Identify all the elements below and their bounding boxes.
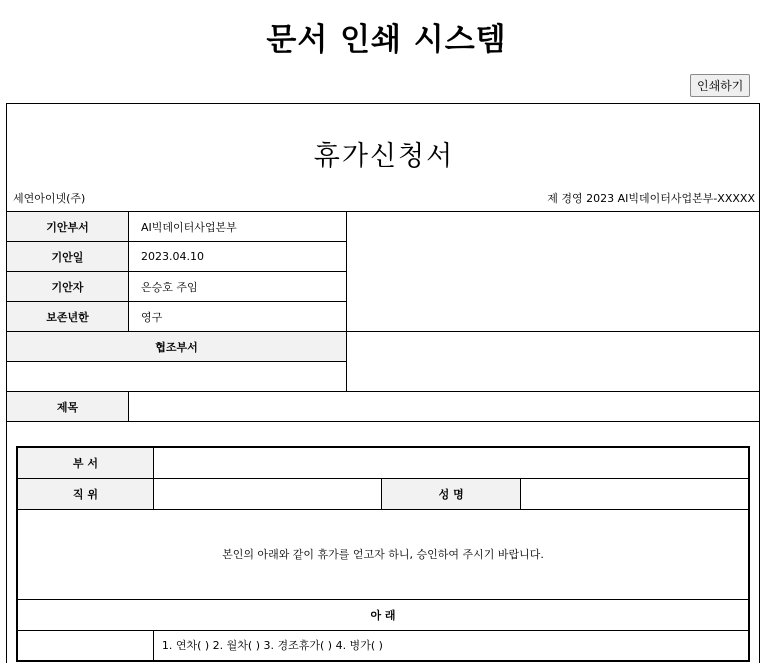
drafting-department-value: AI빅데이터사업본부 <box>129 212 347 242</box>
cooperation-department-label: 협조부서 <box>7 332 347 362</box>
below-heading: 아 래 <box>17 599 749 630</box>
drafter-value: 은승호 주임 <box>129 272 347 302</box>
drafter-label: 기안자 <box>7 272 129 302</box>
department-value <box>153 447 749 478</box>
vacation-form-table <box>16 446 750 662</box>
name-label: 성 명 <box>382 478 520 509</box>
drafting-department-label: 기안부서 <box>7 212 129 242</box>
approval-info-table <box>6 211 760 422</box>
document-number: 제 경영 2023 AI빅데이터사업본부-XXXXX <box>547 192 755 205</box>
page-title: 문서 인쇄 시스템 <box>266 22 507 58</box>
print-button[interactable]: 인쇄하기 <box>690 74 750 97</box>
drafting-date-value: 2023.04.10 <box>129 242 347 272</box>
cooperation-sign-area <box>347 332 761 392</box>
document-title: 휴가신청서 <box>313 141 455 172</box>
name-value <box>520 478 749 509</box>
cooperation-department-value <box>7 362 347 392</box>
retention-period-label: 보존년한 <box>7 302 129 332</box>
approval-stamp-area <box>347 212 761 332</box>
document-sheet <box>6 103 760 663</box>
subject-label: 제목 <box>7 392 129 422</box>
drafting-date-label: 기안일 <box>7 242 129 272</box>
request-statement: 본인의 아래와 같이 휴가를 얻고자 하니, 승인하여 주시기 바랍니다. <box>17 509 749 599</box>
position-label: 직 위 <box>17 478 153 509</box>
vacation-type-label <box>17 630 153 661</box>
company-name: 세연아이넷(주) <box>13 192 86 205</box>
vacation-type-options: 1. 연차( ) 2. 월차( ) 3. 경조휴가( ) 4. 병가( ) <box>153 630 749 661</box>
position-value <box>153 478 382 509</box>
retention-period-value: 영구 <box>129 302 347 332</box>
department-label: 부 서 <box>17 447 153 478</box>
subject-value <box>129 392 761 422</box>
